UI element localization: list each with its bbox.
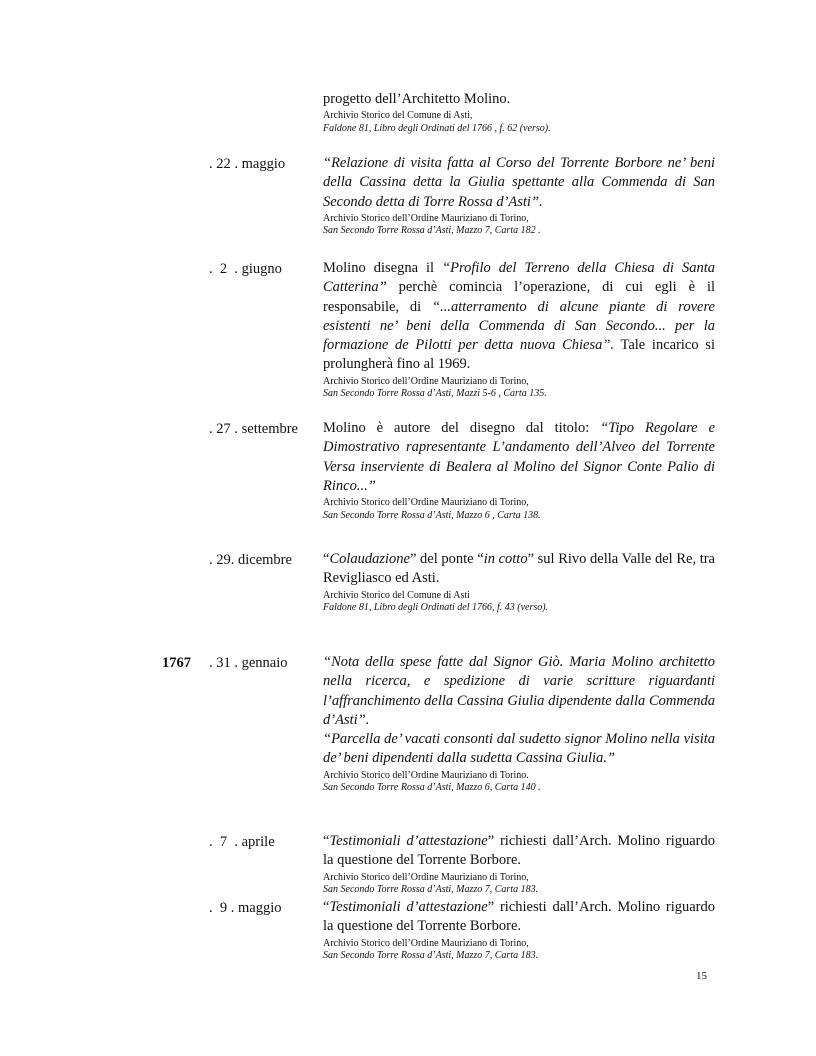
entry-text: “Parcella de’ vacati consonti dal sudetto signor Molino nella visita de’ beni dipendenti dalla sudetta Cassina Giulia.” <box>323 731 715 767</box>
entry-date: . 9 . maggio <box>209 900 282 916</box>
entry-date: . 29. dicembre <box>209 552 292 568</box>
source-reference: San Secondo Torre Rossa d’Asti, Mazzo 7, Carta 183. <box>323 950 539 962</box>
source-archive: Archivio Storico del Comune di Asti, <box>323 110 473 122</box>
page-number: 15 <box>696 970 707 982</box>
entry-2 <box>323 259 715 401</box>
source-archive: Archivio Storico del Comune di Asti <box>323 589 470 601</box>
source-reference: San Secondo Torre Rossa d’Asti, Mazzo 6, Carta 140 . <box>323 782 541 794</box>
source-archive: Archivio Storico dell’Ordine Mauriziano di Torino, <box>323 937 529 949</box>
source-reference: San Secondo Torre Rossa d’Asti, Mazzo 7, Carta 182 . <box>323 225 541 237</box>
entry-3 <box>323 419 715 522</box>
entry-1 <box>323 154 715 238</box>
entry-0 <box>323 90 715 135</box>
entry-text: Molino disegna il “Profilo del Terreno della Chiesa di Santa Catterina” perchè comincia l’operazione, di cui egli è il responsabile, di “...atterramento di alcune piante di rovere esistenti ne’ beni della Commenda di San Secondo... per la formazione de Pilotti per detta nuova Chiesa”. Tale incarico si prolungherà fino al 1969. <box>323 260 715 373</box>
entry-date: . 31 . gennaio <box>209 655 288 671</box>
source-reference: San Secondo Torre Rossa d’Asti, Mazzo 7, Carta 183. <box>323 884 539 896</box>
entry-5 <box>323 653 715 795</box>
source-archive: Archivio Storico dell’Ordine Mauriziano di Torino, <box>323 497 529 509</box>
entry-text: “Nota della spese fatte dal Signor Giò. Maria Molino architetto nella ricerca, e spedizione di varie scritture riguardanti l’affranchimento della Cassina Giulia dipendente dalla Commenda d’Asti”. <box>323 654 715 728</box>
entry-4 <box>323 550 715 615</box>
entry-text: “Relazione di visita fatta al Corso del Torrente Borbore ne’ beni della Cassina detta la Giulia spettante alla Commenda di San Secondo detta di Torre Rossa d’Asti”. <box>323 155 715 210</box>
entry-7 <box>323 898 715 963</box>
entry-date: . 7 . aprile <box>209 834 275 850</box>
entry-text: “Testimoniali d’attestazione” richiesti dall’Arch. Molino riguardo la questione del Torrente Borbore. <box>323 833 715 869</box>
entry-date: . 22 . maggio <box>209 156 286 172</box>
source-archive: Archivio Storico dell’Ordine Mauriziano di Torino, <box>323 212 529 224</box>
entry-year: 1767 <box>162 655 191 671</box>
entry-text: “Testimoniali d’attestazione” richiesti dall’Arch. Molino riguardo la questione del Torrente Borbore. <box>323 899 715 935</box>
entry-6 <box>323 832 715 897</box>
source-reference: San Secondo Torre Rossa d’Asti, Mazzo 6 , Carta 138. <box>323 509 541 521</box>
source-reference: Faldone 81, Libro degli Ordinati del 1766 , f. 62 (verso). <box>323 122 551 134</box>
entry-date: . 2 . giugno <box>209 261 282 277</box>
entry-text: progetto dell’Architetto Molino. <box>323 91 511 107</box>
source-archive: Archivio Storico dell’Ordine Mauriziano di Torino. <box>323 769 529 781</box>
entry-text: “Colaudazione” del ponte “in cotto” sul Rivo della Valle del Re, tra Revigliasco ed Asti. <box>323 551 715 587</box>
entry-date: . 27 . settembre <box>209 421 298 437</box>
source-archive: Archivio Storico dell’Ordine Mauriziano di Torino, <box>323 375 529 387</box>
source-reference: San Secondo Torre Rossa d’Asti, Mazzi 5-6 , Carta 135. <box>323 388 547 400</box>
source-archive: Archivio Storico dell’Ordine Mauriziano di Torino, <box>323 871 529 883</box>
source-reference: Faldone 81, Libro degli Ordinati del 1766, f. 43 (verso). <box>323 602 549 614</box>
entry-text: Molino è autore del disegno dal titolo: “Tipo Regolare e Dimostrativo rapresentante L’andamento dell’Alveo del Torrente Versa inserviente di Bealera al Molino del Signor Conte Palio di Rinco...” <box>323 420 716 494</box>
